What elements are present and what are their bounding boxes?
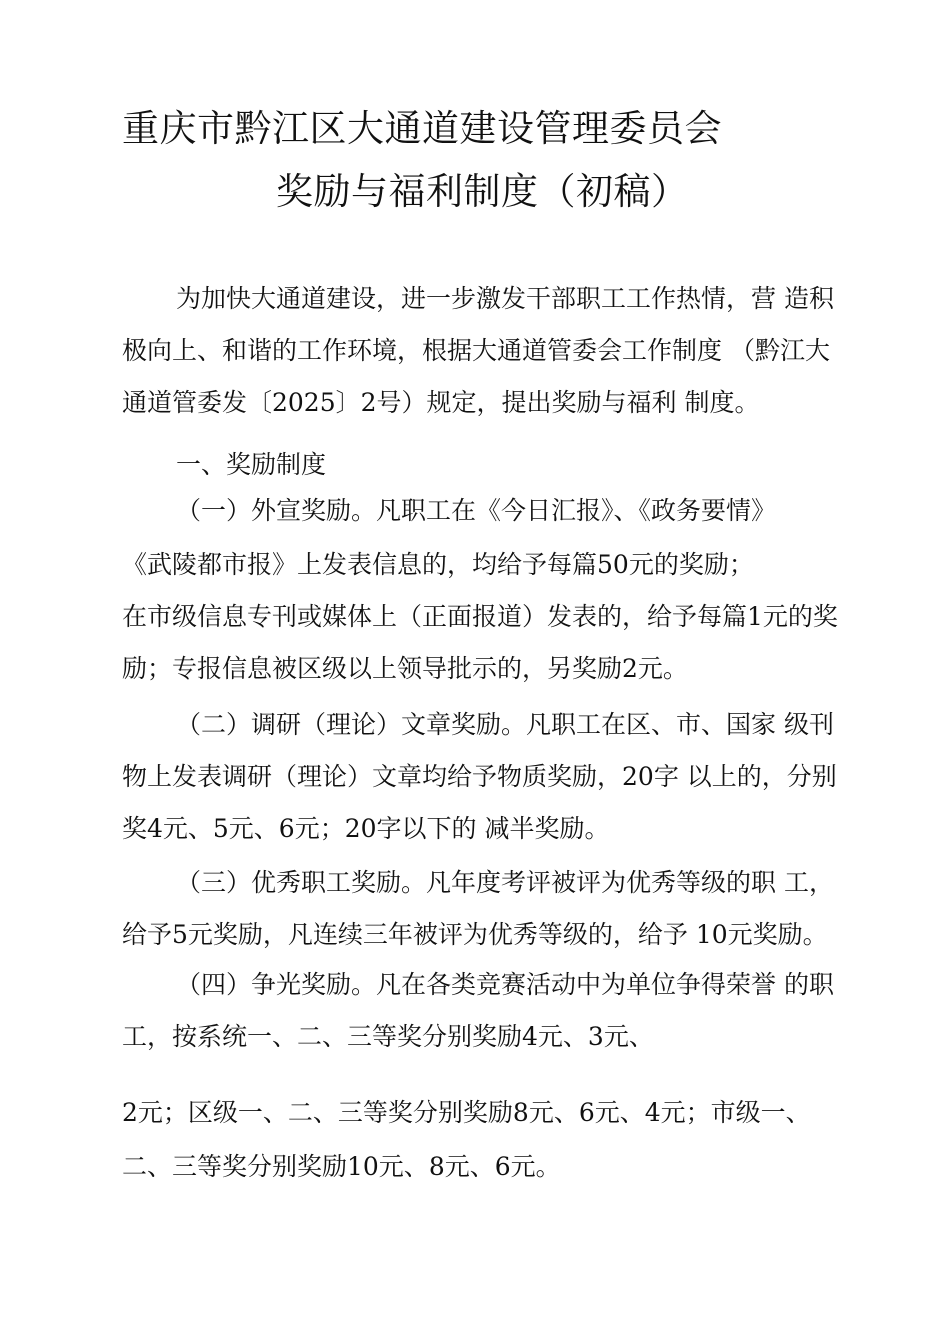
body-line-2: 极向上、和谐的工作环境，根据大通道管委会工作制度 （黔江大 xyxy=(122,336,830,365)
body-line-9: （二）调研（理论）文章奖励。凡职工在区、市、国家 级刊 xyxy=(176,710,834,739)
body-line-3: 通道管委发〔2025〕2号）规定，提出奖励与福利 制度。 xyxy=(122,388,760,417)
body-line-17: 二、三等奖分别奖励10元、8元、6元。 xyxy=(122,1152,561,1181)
body-line-12: （三）优秀职工奖励。凡年度考评被评为优秀等级的职 工， xyxy=(176,868,834,897)
body-line-1: 为加快大通道建设，进一步激发干部职工工作热情，营 造积 xyxy=(176,284,834,313)
body-line-13: 给予5元奖励，凡连续三年被评为优秀等级的，给予 10元奖励。 xyxy=(122,920,828,949)
body-line-5: （一）外宣奖励。凡职工在《今日汇报》、《政务要情》 xyxy=(176,496,777,525)
body-line-7: 在市级信息专刊或媒体上（正面报道）发表的，给予每篇1元的奖 xyxy=(122,602,838,631)
body-line-6: 《武陵都市报》上发表信息的，均给予每篇50元的奖励； xyxy=(122,550,754,579)
body-line-8: 励；专报信息被区级以上领导批示的，另奖励2元。 xyxy=(122,654,688,683)
document-title-line-1: 重庆市黔江区大通道建设管理委员会 xyxy=(122,107,722,150)
body-line-11: 奖4元、5元、6元；20字以下的 减半奖励。 xyxy=(122,814,610,843)
body-line-15: 工，按系统一、二、三等奖分别奖励4元、3元、 xyxy=(122,1022,654,1051)
body-line-14: （四）争光奖励。凡在各类竞赛活动中为单位争得荣誉 的职 xyxy=(176,970,834,999)
section-heading: 一、奖励制度 xyxy=(176,450,327,479)
body-line-10: 物上发表调研（理论）文章均给予物质奖励，20字 以上的，分别 xyxy=(122,762,837,791)
document-title-line-2: 奖励与福利制度（初稿） xyxy=(276,170,689,213)
body-line-16: 2元；区级一、二、三等奖分别奖励8元、6元、4元；市级一、 xyxy=(122,1098,811,1127)
